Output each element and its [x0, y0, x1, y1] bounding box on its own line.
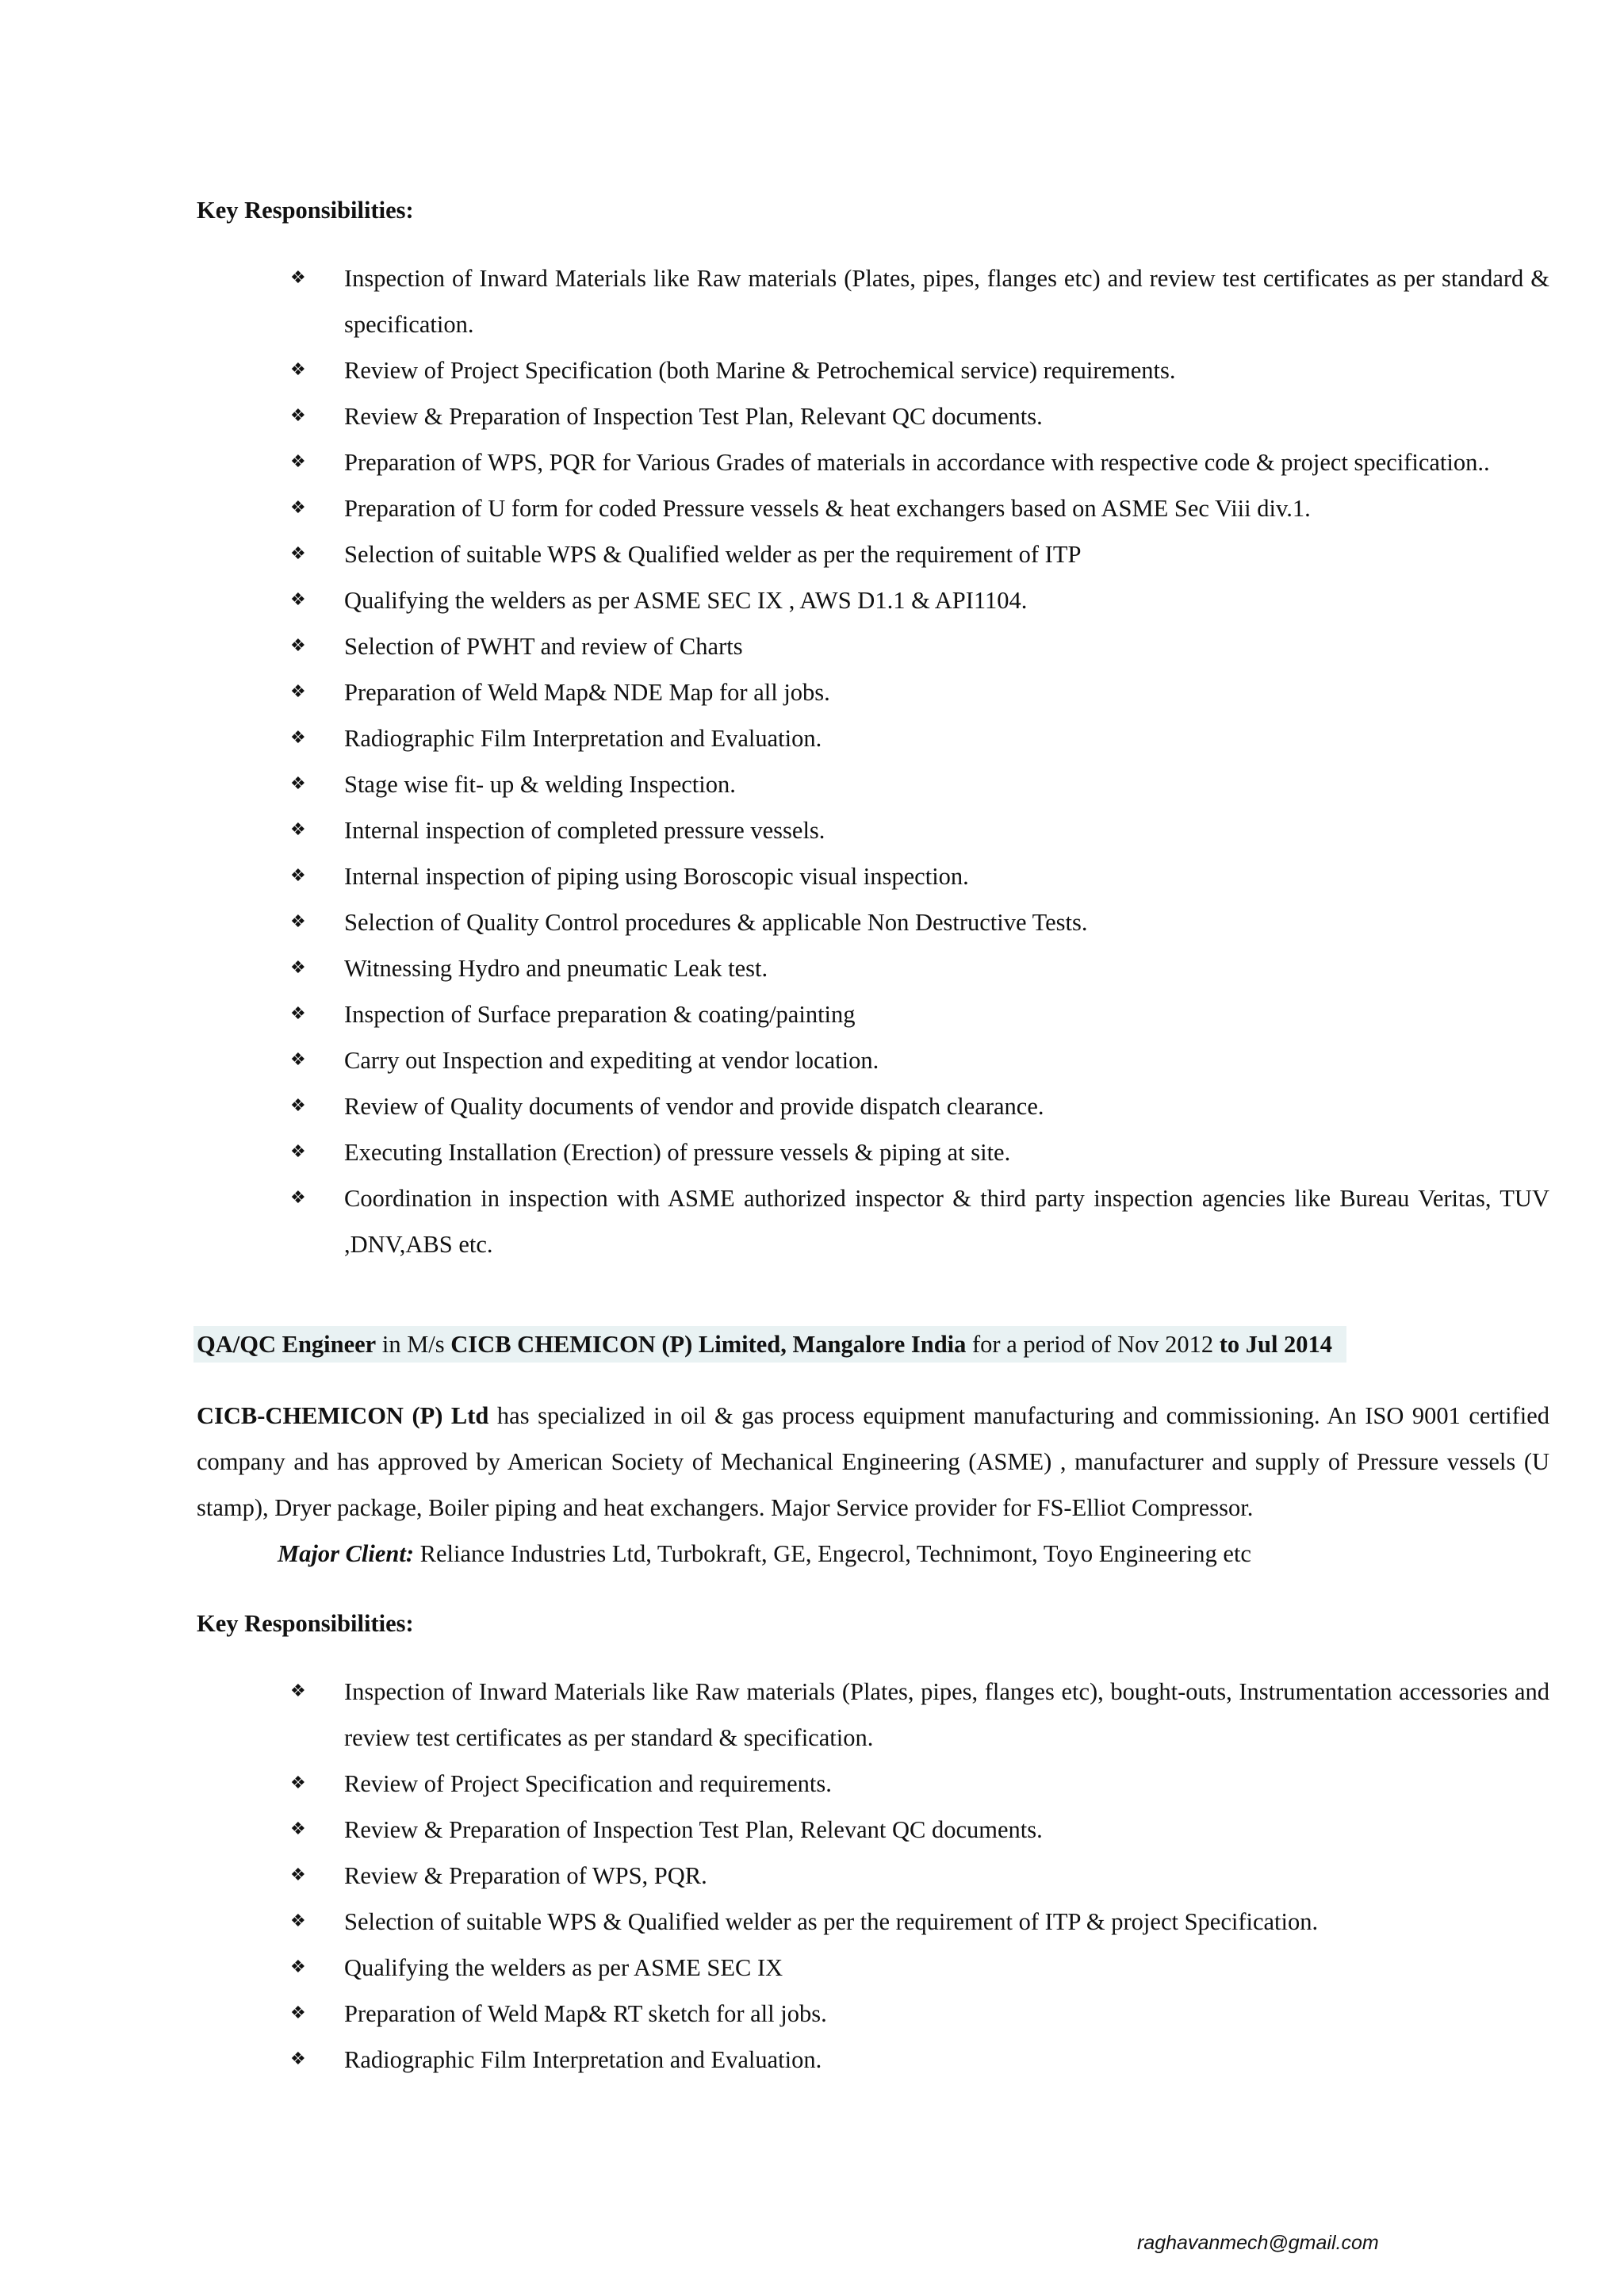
list-item: ❖ Review of Project Specification (both Marine & Petrochemical service) requirements. — [197, 347, 1549, 393]
list-item: ❖ Inspection of Surface preparation & coating/painting — [197, 991, 1549, 1037]
job-in-text: in M/s — [376, 1331, 451, 1358]
diamond-bullet-icon: ❖ — [290, 590, 306, 610]
responsibilities-list — [197, 1669, 1549, 2083]
diamond-bullet-icon: ❖ — [290, 958, 306, 978]
section-heading-key-responsibilities: Key Responsibilities: — [197, 1610, 414, 1637]
diamond-bullet-icon: ❖ — [290, 774, 306, 794]
list-item: ❖ Selection of Quality Control procedures & applicable Non Destructive Tests. — [197, 899, 1549, 945]
diamond-bullet-icon: ❖ — [290, 1819, 306, 1839]
diamond-bullet-icon: ❖ — [290, 1050, 306, 1070]
diamond-bullet-icon: ❖ — [290, 1096, 306, 1116]
company-description-text: has specialized in oil & gas process equipment manufacturing and commissioning. An ISO 9001 certified company and has approved by American Society of Mechanical Engineering (ASME) , manufacturer and supply of Pressure vessels (U stamp), Dryer package, Boiler piping and heat exchangers. Major Service provider for FS-Elliot Compressor. — [197, 1402, 1549, 1521]
major-client-label: Major Client: — [278, 1540, 415, 1567]
diamond-bullet-icon: ❖ — [290, 912, 306, 932]
list-item: ❖ Radiographic Film Interpretation and Evaluation. — [197, 2037, 1549, 2083]
diamond-bullet-icon: ❖ — [290, 1911, 306, 1931]
diamond-bullet-icon: ❖ — [290, 2049, 306, 2069]
list-item: ❖ Review & Preparation of Inspection Test Plan, Relevant QC documents. — [197, 393, 1549, 439]
list-item: ❖ Coordination in inspection with ASME authorized inspector & third party inspection agencies like Bureau Veritas, TUV ,DNV,ABS etc. — [197, 1175, 1549, 1267]
diamond-bullet-icon: ❖ — [290, 1142, 306, 1162]
page-content — [197, 187, 1549, 2083]
diamond-bullet-icon: ❖ — [290, 1004, 306, 1024]
list-item: ❖ Preparation of Weld Map& NDE Map for all jobs. — [197, 669, 1549, 715]
list-item: ❖ Inspection of Inward Materials like Raw materials (Plates, pipes, flanges etc), bought-outs, Instrumentation accessories and review test certificates as per standard & specification. — [197, 1669, 1549, 1761]
diamond-bullet-icon: ❖ — [290, 2003, 306, 2023]
job-role: QA/QC Engineer — [197, 1331, 377, 1358]
list-item: ❖ Preparation of WPS, PQR for Various Grades of materials in accordance with respective code & project specification.. — [197, 439, 1549, 485]
list-item: ❖ Selection of suitable WPS & Qualified welder as per the requirement of ITP — [197, 531, 1549, 577]
diamond-bullet-icon: ❖ — [290, 498, 306, 518]
list-item: ❖ Executing Installation (Erection) of pressure vessels & piping at site. — [197, 1129, 1549, 1175]
diamond-bullet-icon: ❖ — [290, 544, 306, 564]
diamond-bullet-icon: ❖ — [290, 820, 306, 840]
responsibilities-list — [197, 255, 1549, 1267]
list-item: ❖ Review & Preparation of Inspection Test Plan, Relevant QC documents. — [197, 1807, 1549, 1853]
diamond-bullet-icon: ❖ — [290, 1773, 306, 1793]
company-description — [197, 1393, 1549, 1531]
diamond-bullet-icon: ❖ — [290, 682, 306, 702]
list-item: ❖ Review & Preparation of WPS, PQR. — [197, 1853, 1549, 1899]
job-period-text: for a period of Nov 2012 — [966, 1331, 1220, 1358]
list-item: ❖ Radiographic Film Interpretation and Evaluation. — [197, 715, 1549, 761]
list-item: ❖ Qualifying the welders as per ASME SEC IX , AWS D1.1 & API1104. — [197, 577, 1549, 623]
list-item: ❖ Carry out Inspection and expediting at vendor location. — [197, 1037, 1549, 1083]
job-period-end: to Jul 2014 — [1219, 1331, 1333, 1358]
list-item: ❖ Selection of PWHT and review of Charts — [197, 623, 1549, 669]
list-item: ❖ Review of Project Specification and requirements. — [197, 1761, 1549, 1807]
diamond-bullet-icon: ❖ — [290, 728, 306, 748]
company-name: CICB-CHEMICON (P) Ltd — [197, 1402, 489, 1429]
list-item: ❖ Witnessing Hydro and pneumatic Leak test. — [197, 945, 1549, 991]
list-item: ❖ Qualifying the welders as per ASME SEC IX — [197, 1945, 1549, 1991]
diamond-bullet-icon: ❖ — [290, 268, 306, 288]
major-client-line — [197, 1531, 1549, 1577]
list-item: ❖ Internal inspection of completed pressure vessels. — [197, 807, 1549, 853]
list-item: ❖ Inspection of Inward Materials like Raw materials (Plates, pipes, flanges etc) and review test certificates as per standard & specification. — [197, 255, 1549, 347]
diamond-bullet-icon: ❖ — [290, 1681, 306, 1701]
footer-email: raghavanmech@gmail.com — [1137, 2232, 1379, 2254]
list-item: ❖ Selection of suitable WPS & Qualified welder as per the requirement of ITP & project Specification. — [197, 1899, 1549, 1945]
list-item: ❖ Stage wise fit- up & welding Inspection. — [197, 761, 1549, 807]
section-heading-key-responsibilities: Key Responsibilities: — [197, 197, 414, 224]
major-client-text: Reliance Industries Ltd, Turbokraft, GE, Engecrol, Technimont, Toyo Engineering etc — [414, 1540, 1251, 1567]
diamond-bullet-icon: ❖ — [290, 866, 306, 886]
list-item: ❖ Internal inspection of piping using Boroscopic visual inspection. — [197, 853, 1549, 899]
diamond-bullet-icon: ❖ — [290, 636, 306, 656]
diamond-bullet-icon: ❖ — [290, 360, 306, 380]
list-item: ❖ Preparation of Weld Map& RT sketch for all jobs. — [197, 1991, 1549, 2037]
diamond-bullet-icon: ❖ — [290, 452, 306, 472]
job-title-banner — [193, 1326, 1346, 1363]
list-item: ❖ Review of Quality documents of vendor and provide dispatch clearance. — [197, 1083, 1549, 1129]
diamond-bullet-icon: ❖ — [290, 1957, 306, 1977]
list-item: ❖ Preparation of U form for coded Pressure vessels & heat exchangers based on ASME Sec Viii div.1. — [197, 485, 1549, 531]
job-company: CICB CHEMICON (P) Limited, Mangalore India — [450, 1331, 967, 1358]
diamond-bullet-icon: ❖ — [290, 1865, 306, 1885]
diamond-bullet-icon: ❖ — [290, 1188, 306, 1208]
diamond-bullet-icon: ❖ — [290, 406, 306, 426]
